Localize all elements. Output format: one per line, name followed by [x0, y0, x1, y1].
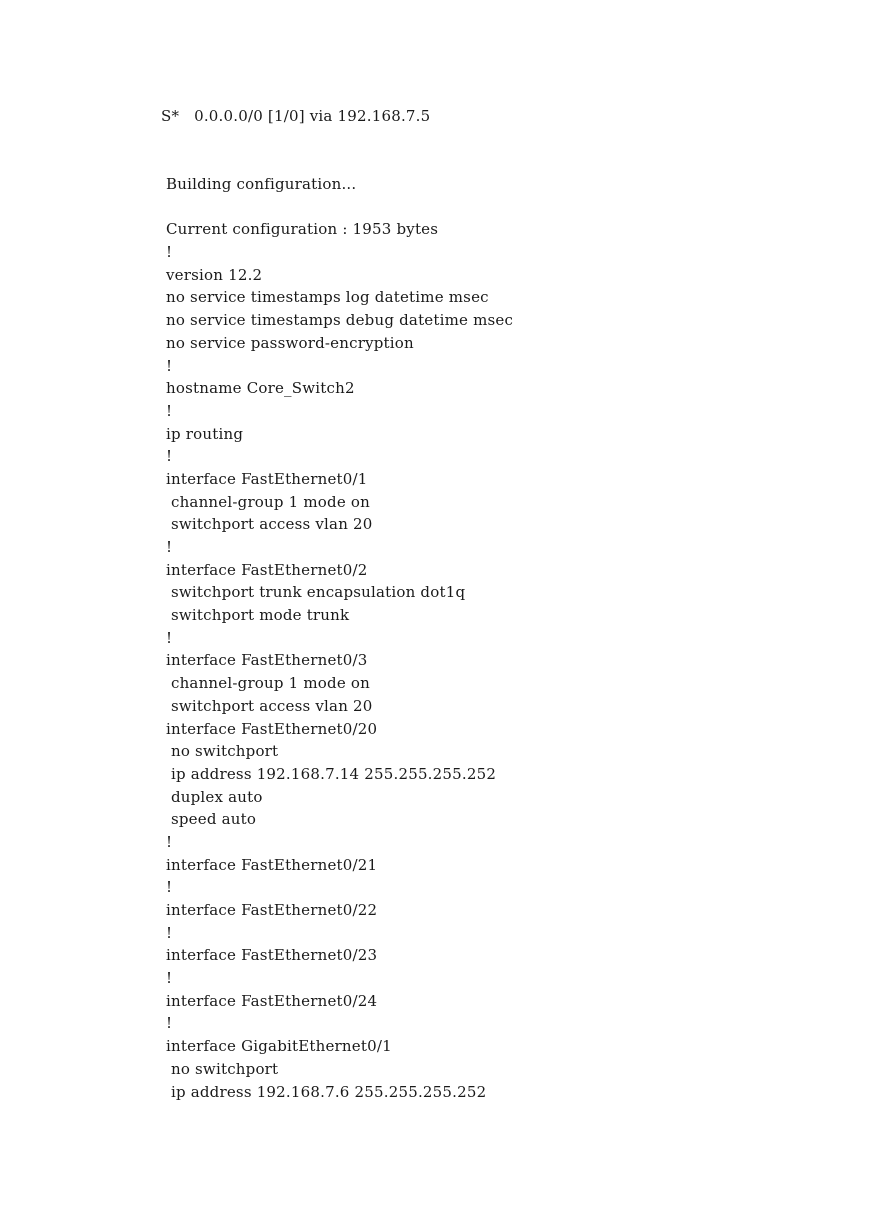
config-line: no service timestamps debug datetime msec: [166, 311, 514, 330]
config-line: interface FastEthernet0/2: [166, 560, 368, 579]
config-line: ip address 192.168.7.6 255.255.255.252: [166, 1082, 487, 1101]
config-line: switchport mode trunk: [166, 606, 350, 625]
config-line: interface FastEthernet0/22: [166, 901, 378, 919]
config-line: switchport access vlan 20: [166, 696, 373, 715]
config-line: no switchport: [166, 1059, 279, 1078]
config-line: switchport trunk encapsulation dot1q: [166, 583, 466, 602]
config-line: !: [166, 538, 173, 556]
config-line: interface FastEthernet0/24: [166, 991, 378, 1010]
config-line: channel-group 1 mode on: [166, 492, 370, 511]
config-line: !: [166, 243, 173, 262]
config-line: Building configuration...: [166, 175, 357, 193]
running-config-block: [166, 173, 513, 1103]
config-line: !: [166, 628, 173, 647]
config-line: hostname Core_Switch2: [166, 379, 355, 398]
config-line: speed auto: [166, 810, 257, 829]
config-line: interface FastEthernet0/20: [166, 719, 378, 738]
config-line: !: [166, 832, 173, 851]
config-line: interface FastEthernet0/23: [166, 946, 378, 965]
config-line: no service timestamps log datetime msec: [166, 288, 489, 307]
config-line: !: [166, 1014, 173, 1033]
config-line: channel-group 1 mode on: [166, 674, 370, 693]
config-line: duplex auto: [166, 787, 263, 806]
config-line: !: [166, 923, 173, 942]
default-route-line: S* 0.0.0.0/0 [1/0] via 192.168.7.5: [161, 107, 431, 125]
config-line: !: [166, 447, 173, 466]
config-line: interface FastEthernet0/21: [166, 855, 378, 874]
config-line: !: [166, 878, 173, 897]
config-line: interface FastEthernet0/3: [166, 651, 368, 670]
config-line: switchport access vlan 20: [166, 515, 373, 534]
config-line: no service password-encryption: [166, 333, 414, 352]
config-line: version 12.2: [166, 265, 263, 284]
config-line: !: [166, 401, 173, 420]
config-line: !: [166, 356, 173, 375]
config-line: interface GigabitEthernet0/1: [166, 1037, 392, 1056]
config-line: ip address 192.168.7.14 255.255.255.252: [166, 764, 497, 783]
config-line: !: [166, 969, 173, 988]
config-line: [166, 196, 513, 219]
config-line: ip routing: [166, 424, 244, 443]
config-line: Current configuration : 1953 bytes: [166, 220, 439, 239]
config-line: interface FastEthernet0/1: [166, 469, 368, 488]
config-line: no switchport: [166, 742, 279, 761]
